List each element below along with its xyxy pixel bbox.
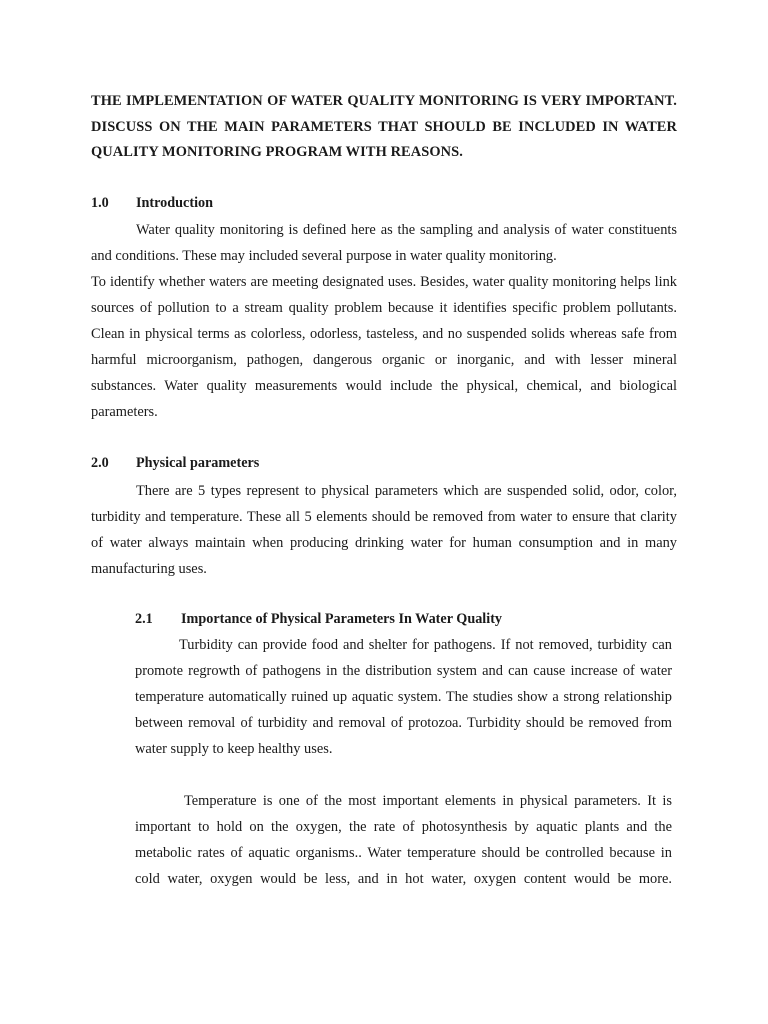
turbidity-paragraph: Turbidity can provide food and shelter for pathogens. If not removed, turbidity can promote regrowth of pathogens in the distribution system and can cause increase of water temperature automatically ruined up aquatic system. The studies show a strong relationship between removal of turbidity and removal of protozoa. Turbidity should be removed from water supply to keep healthy uses.	[135, 637, 672, 757]
section-heading-physical-parameters	[91, 453, 259, 473]
section-number: 2.0	[91, 455, 109, 471]
intro-paragraph-1: Water quality monitoring is defined here as the sampling and analysis of water constituents and conditions. These may included several purpose in water quality monitoring.	[91, 222, 677, 264]
section-heading-introduction	[91, 193, 213, 213]
section-heading-importance-physical	[135, 609, 502, 629]
intro-paragraph-2: To identify whether waters are meeting designated uses. Besides, water quality monitoring helps link sources of pollution to a stream quality problem because it identifies specific problem pollutants. Clean in physical terms as colorless, odorless, tasteless, and no suspended solids whereas safe from harmful microorganism, pathogen, dangerous organic or inorganic, and with lesser mineral substances. Water quality measurements would include the physical, chemical, and biological parameters.	[91, 274, 677, 420]
section-title: Importance of Physical Parameters In Water Quality	[181, 611, 503, 627]
section-title: Physical parameters	[136, 455, 260, 471]
physical-parameters-paragraph: There are 5 types represent to physical parameters which are suspended solid, odor, color, turbidity and temperature. These all 5 elements should be removed from water to ensure that clarity of water always maintain when producing drinking water for human consumption and in many manufacturing uses.	[91, 483, 677, 577]
section-number: 2.1	[135, 611, 153, 627]
section-title: Introduction	[136, 195, 213, 211]
temperature-paragraph: Temperature is one of the most important elements in physical parameters. It is important to hold on the oxygen, the rate of photosynthesis by aquatic plants and the metabolic rates of aquatic organisms.. Water temperature should be controlled because in cold water, oxygen would be less, and in hot water, oxygen content would be more.	[135, 793, 672, 887]
document-title: THE IMPLEMENTATION OF WATER QUALITY MONITORING IS VERY IMPORTANT. DISCUSS ON THE MAIN PARAMETERS THAT SHOULD BE INCLUDED IN WATER QUALITY MONITORING PROGRAM WITH REASONS.	[91, 93, 677, 160]
section-number: 1.0	[91, 195, 109, 211]
